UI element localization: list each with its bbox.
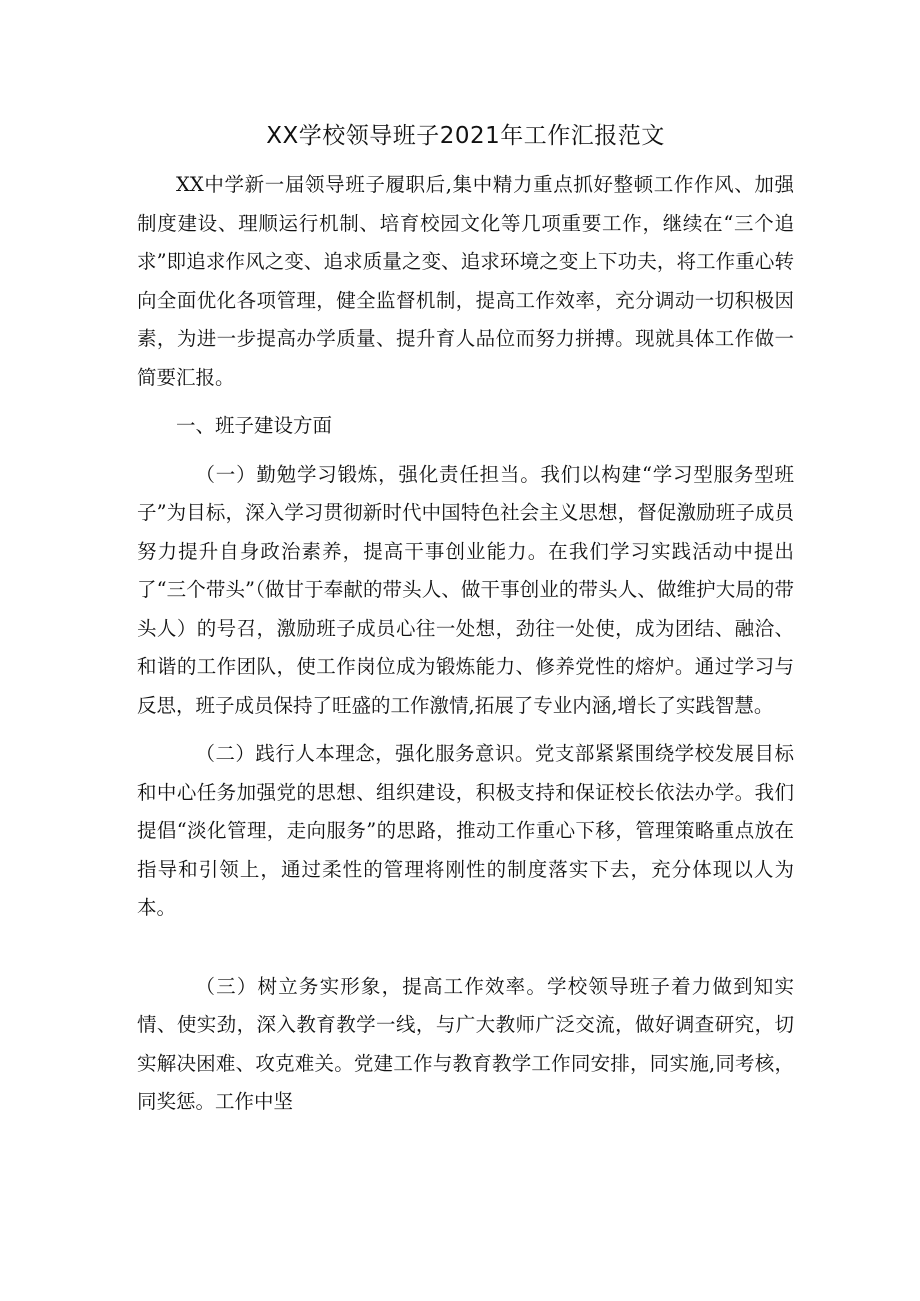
document-body [137,166,794,1122]
document-title: XX学校领导班子2021年工作汇报范文 [266,123,665,149]
section-heading-team-building: 一、班子建设方面 [176,414,333,437]
subsection-paragraph-3: （三）树立务实形象，提高工作效率。学校领导班子着力做到知实情、使实劲，深入教育教学一线，与广大教师广泛交流，做好调查研究，切实解决困难、攻克难关。党建工作与教育教学工作同安排，同实施,同考核，同奖惩。工作中坚 [137,974,794,1113]
intro-paragraph: XX中学新一届领导班子履职后,集中精力重点抓好整顿工作作风、加强制度建设、理顺运行机制、培育校园文化等几项重要工作，继续在“三个追求”即追求作风之变、追求质量之变、追求环境之变上下功夫，将工作重心转向全面优化各项管理，健全监督机制，提高工作效率，充分调动一切积极因素，为进一步提高办学质量、提升育人品位而努力拼搏。现就具体工作做一简要汇报。 [137,173,794,389]
subsection-paragraph-2: （二）践行人本理念，强化服务意识。党支部紧紧围绕学校发展目标和中心任务加强党的思想、组织建设，积极支持和保证校长依法办学。我们提倡“淡化管理，走向服务”的思路，推动工作重心下移，管理策略重点放在指导和引领上，通过柔性的管理将刚性的制度落实下去，充分体现以人为本。 [137,742,794,919]
subsection-paragraph-1: （一）勤勉学习锻炼，强化责任担当。我们以构建“学习型服务型班子”为目标，深入学习贯彻新时代中国特色社会主义思想，督促激励班子成员努力提升自身政治素养，提高干事创业能力。在我们学习实践活动中提出了“三个带头”（做甘于奉献的带头人、做干事创业的带头人、做维护大局的带头人）的号召，激励班子成员心往一处想，劲往一处使，成为团结、融洽、和谐的工作团队，使工作岗位成为锻炼能力、修养党性的熔炉。通过学习与反思，班子成员保持了旺盛的工作激情,拓展了专业内涵,增长了实践智慧。 [137,462,794,717]
